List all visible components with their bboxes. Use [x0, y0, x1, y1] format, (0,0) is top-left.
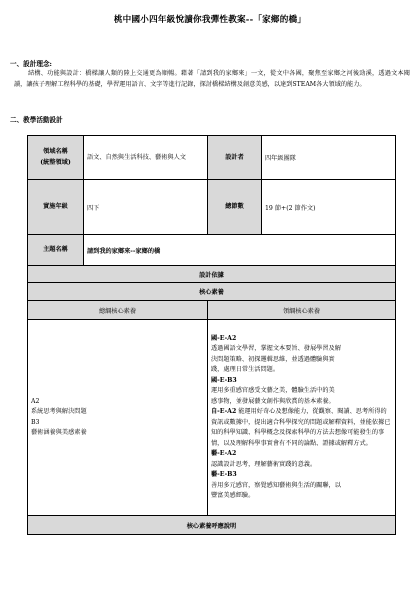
general-competency-cell [28, 320, 208, 516]
general-item: 系統思考與解決問題 [31, 408, 87, 415]
domain-item-text: 感事物，並發展藝文創作與欣賞的基本素養。 [211, 397, 335, 405]
domain-name-label [28, 136, 84, 180]
grade-value: 四下 [84, 180, 208, 235]
designer-value: 四年級團隊 [262, 136, 396, 180]
domain-item-text: 能運用好奇心及想像能力，從觀察、閱讀、思考所得的資訊或數據中，提出適合科學探究的問題或解釋資料，並能依據已知的科學知識、科學概念及探索科學的方法去想像可能發生的事情，以及理解科學事實會有不同的論點、證據或解釋方式。 [211, 408, 391, 447]
document-title: 桃中國小四年級悅讀你我彈性教案--「家鄉的橋」 [113, 15, 307, 25]
domain-competency-header: 領綱核心素養 [208, 301, 396, 320]
domain-item-text: 運用多重感官感受文藝之美，體驗生活中的美 [211, 387, 335, 394]
design-basis-header: 設計依據 [28, 266, 396, 283]
section-heading-design-concept: 一、設計理念: [10, 60, 52, 68]
domain-item-text: 踐，處理日常生活問題。 [211, 366, 280, 373]
general-item: 藝術涵養與美感素養 [31, 429, 87, 436]
domain-name-value: 語文、自然與生活科技、藝術與人文 [84, 136, 208, 180]
domain-item-block [211, 407, 392, 449]
competency-explanation-header: 核心素養呼應說明 [28, 516, 396, 535]
section-heading-activity-design: 二、教學活動設計 [10, 116, 63, 124]
domain-item-text: 透過國語文學習，掌握文本要旨、發展學習及解 [211, 345, 341, 352]
domain-item-text: 善用多元感官，察覺感知藝術與生活的關聯，以 [211, 481, 341, 489]
domain-item-text: 豐富美感經驗。 [211, 492, 255, 499]
periods-label: 總節數 [208, 180, 262, 235]
general-item: A2 [31, 397, 40, 405]
theme-value: 請到我的家鄉來--家鄉的橋 [84, 235, 396, 266]
domain-item-code: 自-E-A2 [211, 408, 237, 415]
domain-competency-cell [208, 320, 396, 516]
domain-item-text: 認識設計思考，理解藝術實踐的意義。 [211, 460, 317, 468]
core-competency-header: 核心素養 [28, 283, 396, 301]
theme-label: 主題名稱 [28, 235, 84, 266]
domain-item-code: 藝-E-A2 [211, 450, 237, 457]
domain-item-code: 藝-E-B3 [211, 471, 237, 478]
domain-item-code: 國-E-B3 [211, 376, 237, 384]
periods-value: 19 節+(2 節作文) [262, 180, 396, 235]
domain-item-code: 國-E-A2 [211, 334, 237, 342]
domain-item-text: 決問題策略、初探邏輯思維，並透過體驗與實 [211, 355, 335, 363]
lesson-plan-table [27, 135, 396, 535]
general-competency-header: 總綱核心素養 [28, 301, 208, 320]
domain-name-label-line2: (統整領域) [40, 158, 71, 166]
domain-name-label-line1: 領域名稱 [43, 148, 68, 155]
grade-label: 實施年級 [28, 180, 84, 235]
designer-label: 設計者 [208, 136, 262, 180]
general-item: B3 [31, 418, 40, 426]
design-concept-paragraph: 結構、功能與設計：橋樑讓人類的陸上交通更為順暢。藉著「請到我的家鄉來」一文，從文中各國，聚焦至家鄉之河後勁溪，透過文本閱讀，讓孩子理解工程科學的基礎，學習運用語言、文字等進行記錄，探討橋樑結構及創意美感，以達到STEAM各大領域的能力。 [14, 70, 410, 88]
